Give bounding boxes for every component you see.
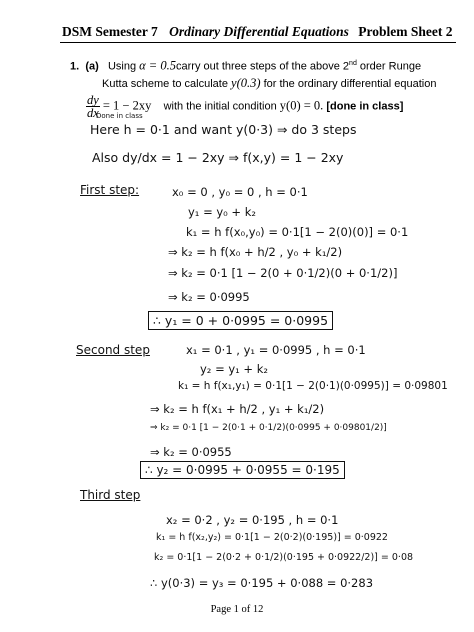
page-header [62,24,454,40]
hw-line: ⇒ k₂ = 0·1 [1 − 2(0·1 + 0·1/2)(0·0995 + 0·09801/2)] [150,423,387,433]
hw-line: Also dy/dx = 1 − 2xy ⇒ f(x,y) = 1 − 2xy [92,150,344,165]
hw-done-note: Done in class [96,112,143,120]
first-step-result: ∴ y₁ = 0 + 0·0995 = 0·0995 [148,311,333,330]
hw-line: k₁ = h f(x₂,y₂) = 0·1[1 − 2(0·2)(0·195)] = 0·0922 [156,532,388,543]
hw-line: ∴ y(0·3) = y₃ = 0·195 + 0·088 = 0·283 [150,576,374,590]
question-text: with the initial condition [163,100,277,113]
hw-line: ⇒ k₂ = 0·1 [1 − 2(0 + 0·1/2)(0 + 0·1/2)] [168,266,398,280]
hw-line: Here h = 0·1 and want y(0·3) ⇒ do 3 steps [90,122,357,137]
question-text: Kutta scheme to calculate [102,77,228,90]
hw-line: y₁ = y₀ + k₂ [188,205,256,219]
done-note: [done in class] [326,100,404,113]
y-target: y(0.3) [231,75,261,90]
hw-line: x₂ = 0·2 , y₂ = 0·195 , h = 0·1 [166,513,339,527]
hw-line: x₁ = 0·1 , y₁ = 0·0995 , h = 0·1 [186,343,366,357]
header-sheet: Problem Sheet 2 [358,24,453,39]
hw-line: y₂ = y₁ + k₂ [200,362,268,376]
second-step-label: Second step [76,343,150,357]
first-step-label: First step: [80,183,140,197]
question-number: 1. [70,60,80,73]
header-course: DSM Semester 7 [62,24,158,39]
question-block [70,56,450,119]
hw-line: ⇒ k₂ = h f(x₁ + h/2 , y₁ + k₁/2) [150,402,325,416]
header-rule [60,42,456,43]
initial-condition: y(0) = 0. [279,98,324,113]
hw-line: k₂ = 0·1[1 − 2(0·2 + 0·1/2)(0·195 + 0·0922/2)] = 0·08 [154,552,414,563]
hw-line: x₀ = 0 , y₀ = 0 , h = 0·1 [172,185,308,199]
fraction-denominator: dx [87,105,99,120]
hw-line: ⇒ k₂ = 0·0995 [168,290,250,304]
hw-line: k₁ = h f(x₀,y₀) = 0·1[1 − 2(0)(0)] = 0·1 [186,225,409,239]
question-text: for the ordinary differential equation [263,77,437,90]
question-text: carry out three steps of the above 2 [176,60,350,73]
header-subject: Ordinary Differential Equations [169,24,349,39]
alpha-value: α = 0.5 [139,58,176,73]
superscript: nd [349,60,357,67]
fraction-numerator: dy [87,92,99,107]
third-step-label: Third step [80,488,141,502]
second-step-result: ∴ y₂ = 0·0995 + 0·0955 = 0·195 [140,461,345,479]
hw-line: ⇒ k₂ = 0·0955 [150,445,232,459]
page-footer: Page 1 of 12 [210,604,264,615]
ode-rhs: = 1 − 2xy [102,98,152,113]
question-text: order Runge [359,60,422,73]
hw-line: ⇒ k₂ = h f(x₀ + h/2 , y₀ + k₁/2) [168,245,343,259]
question-text: Using [107,60,137,73]
question-part: (a) [85,60,99,73]
hw-line: k₁ = h f(x₁,y₁) = 0·1[1 − 2(0·1)(0·0995)] = 0·09801 [178,380,448,392]
